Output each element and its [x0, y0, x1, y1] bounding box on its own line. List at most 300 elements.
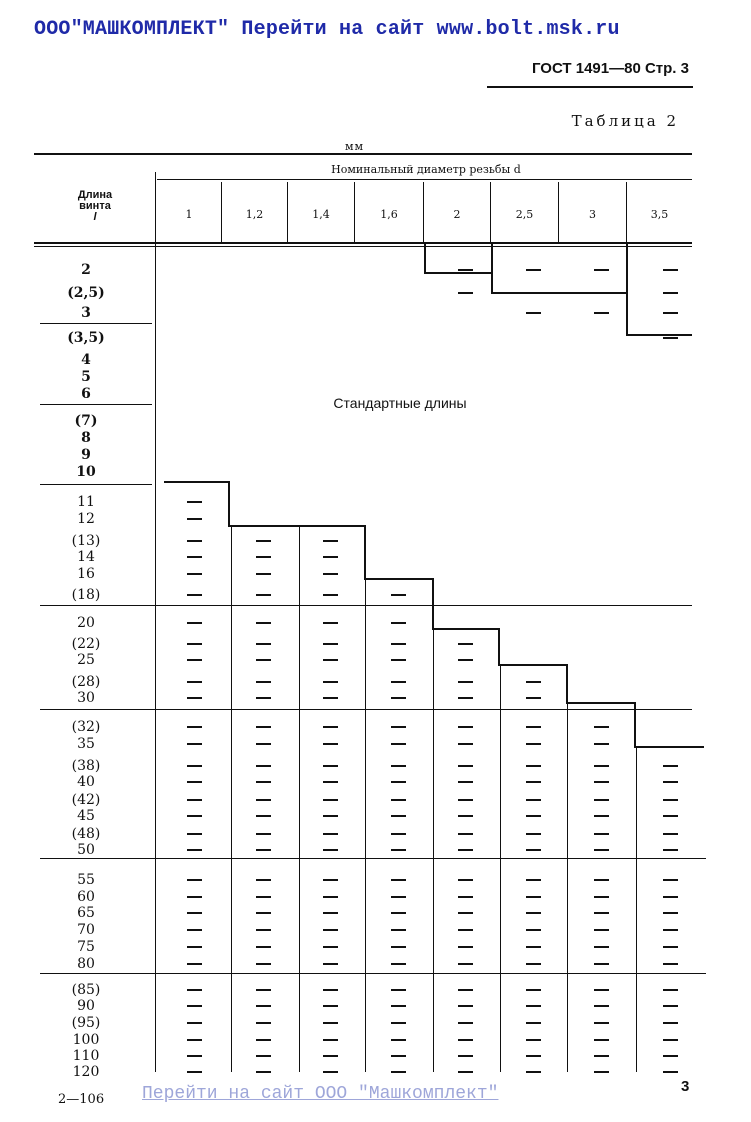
- availability-dash: [526, 989, 541, 991]
- length-label: 40: [77, 774, 95, 790]
- availability-dash: [187, 573, 202, 575]
- group-rule: [40, 973, 706, 974]
- length-label: 75: [77, 939, 95, 955]
- availability-dash: [323, 1071, 338, 1073]
- availability-dash: [458, 1005, 473, 1007]
- availability-dash: [323, 1022, 338, 1024]
- availability-dash: [323, 697, 338, 699]
- availability-dash: [663, 929, 678, 931]
- step-line: [228, 525, 366, 527]
- availability-dash: [391, 989, 406, 991]
- availability-dash: [663, 912, 678, 914]
- availability-dash: [187, 781, 202, 783]
- availability-dash: [594, 946, 609, 948]
- availability-dash: [458, 743, 473, 745]
- availability-dash: [256, 989, 271, 991]
- availability-dash: [594, 269, 609, 271]
- availability-dash: [323, 815, 338, 817]
- availability-dash: [323, 556, 338, 558]
- availability-dash: [323, 622, 338, 624]
- availability-dash: [323, 540, 338, 542]
- length-label: (48): [71, 826, 101, 842]
- availability-dash: [526, 1022, 541, 1024]
- availability-dash: [391, 1071, 406, 1073]
- diameter-header-cell: 1,2: [245, 208, 264, 221]
- availability-dash: [391, 849, 406, 851]
- availability-dash: [663, 312, 678, 314]
- availability-dash: [187, 989, 202, 991]
- step-line: [364, 578, 434, 580]
- availability-dash: [391, 681, 406, 683]
- availability-dash: [526, 681, 541, 683]
- length-label: 80: [77, 956, 95, 972]
- step-line: [626, 334, 692, 336]
- availability-dash: [458, 1055, 473, 1057]
- availability-dash: [256, 556, 271, 558]
- length-label: 3: [81, 305, 91, 321]
- availability-dash: [187, 815, 202, 817]
- column-divider: [500, 666, 501, 1072]
- availability-dash: [663, 1005, 678, 1007]
- availability-dash: [594, 849, 609, 851]
- availability-dash: [594, 765, 609, 767]
- availability-dash: [187, 1039, 202, 1041]
- length-header-line: винта: [79, 200, 111, 212]
- availability-dash: [391, 781, 406, 783]
- availability-dash: [391, 799, 406, 801]
- length-label: 8: [81, 430, 91, 446]
- availability-dash: [526, 312, 541, 314]
- availability-dash: [458, 1039, 473, 1041]
- availability-dash: [256, 765, 271, 767]
- availability-dash: [458, 799, 473, 801]
- length-label: 50: [77, 842, 95, 858]
- step-line: [424, 272, 491, 274]
- availability-dash: [458, 1071, 473, 1073]
- availability-dash: [256, 743, 271, 745]
- availability-dash: [458, 681, 473, 683]
- availability-dash: [391, 963, 406, 965]
- length-label: (95): [71, 1015, 101, 1031]
- length-label: (7): [74, 413, 98, 429]
- length-label: 55: [77, 872, 95, 888]
- availability-dash: [594, 292, 609, 294]
- availability-dash: [458, 643, 473, 645]
- length-label: 10: [76, 464, 96, 480]
- availability-dash: [187, 963, 202, 965]
- length-label: 20: [77, 615, 95, 631]
- availability-dash: [187, 643, 202, 645]
- availability-dash: [458, 697, 473, 699]
- length-label: (32): [71, 719, 101, 735]
- step-line: [498, 628, 500, 666]
- availability-dash: [594, 781, 609, 783]
- step-line: [432, 628, 500, 630]
- availability-dash: [594, 929, 609, 931]
- availability-dash: [663, 799, 678, 801]
- availability-dash: [187, 726, 202, 728]
- length-header-symbol: l: [93, 211, 97, 223]
- availability-dash: [323, 1039, 338, 1041]
- diameter-header-cell: 3,5: [650, 208, 669, 221]
- availability-dash: [187, 1022, 202, 1024]
- availability-dash: [256, 659, 271, 661]
- availability-dash: [187, 929, 202, 931]
- availability-dash: [187, 799, 202, 801]
- step-line: [626, 244, 628, 336]
- diameter-header-cell: 3: [589, 208, 596, 221]
- availability-dash: [391, 659, 406, 661]
- availability-dash: [187, 849, 202, 851]
- length-label: 9: [81, 447, 91, 463]
- step-line: [634, 702, 636, 748]
- availability-dash: [256, 1039, 271, 1041]
- column-divider: [636, 748, 637, 1072]
- availability-dash: [323, 743, 338, 745]
- availability-dash: [663, 1055, 678, 1057]
- availability-dash: [323, 643, 338, 645]
- availability-dash: [391, 765, 406, 767]
- group-rule: [40, 709, 692, 710]
- length-label: 12: [77, 511, 95, 527]
- step-line: [164, 481, 230, 483]
- length-label: (85): [71, 982, 101, 998]
- column-divider: [231, 527, 232, 1072]
- availability-dash: [391, 1022, 406, 1024]
- availability-dash: [526, 963, 541, 965]
- length-label: 100: [72, 1032, 100, 1048]
- availability-dash: [594, 799, 609, 801]
- step-line: [424, 244, 426, 274]
- length-label: (22): [71, 636, 101, 652]
- availability-dash: [458, 781, 473, 783]
- availability-dash: [458, 833, 473, 835]
- group-rule: [40, 605, 692, 606]
- availability-dash: [663, 781, 678, 783]
- availability-dash: [663, 1071, 678, 1073]
- availability-dash: [594, 312, 609, 314]
- length-label: 5: [81, 369, 91, 385]
- availability-dash: [323, 879, 338, 881]
- availability-dash: [323, 681, 338, 683]
- availability-dash: [594, 726, 609, 728]
- availability-dash: [663, 269, 678, 271]
- availability-dash: [391, 833, 406, 835]
- availability-dash: [526, 849, 541, 851]
- units-label: мм: [345, 140, 365, 153]
- availability-dash: [187, 501, 202, 503]
- table-caption: Таблица 2: [571, 112, 679, 130]
- availability-dash: [187, 622, 202, 624]
- diameter-header-cell: 1,4: [312, 208, 330, 221]
- diameter-title-rule: [157, 179, 692, 180]
- availability-dash: [323, 594, 338, 596]
- availability-dash: [458, 1022, 473, 1024]
- availability-dash: [323, 946, 338, 948]
- availability-dash: [256, 1022, 271, 1024]
- availability-dash: [526, 781, 541, 783]
- availability-dash: [187, 594, 202, 596]
- availability-dash: [526, 1055, 541, 1057]
- availability-dash: [663, 337, 678, 339]
- availability-dash: [594, 743, 609, 745]
- availability-dash: [323, 833, 338, 835]
- availability-dash: [323, 849, 338, 851]
- availability-dash: [256, 622, 271, 624]
- step-line: [364, 525, 366, 580]
- availability-dash: [256, 833, 271, 835]
- length-label: 110: [72, 1048, 100, 1064]
- availability-dash: [323, 573, 338, 575]
- footer-site-link[interactable]: Перейти на сайт ООО "Машкомплект": [142, 1084, 499, 1104]
- availability-dash: [526, 269, 541, 271]
- availability-dash: [323, 989, 338, 991]
- availability-dash: [323, 659, 338, 661]
- length-label: 70: [77, 922, 95, 938]
- availability-dash: [187, 1005, 202, 1007]
- availability-dash: [526, 879, 541, 881]
- availability-dash: [256, 849, 271, 851]
- availability-dash: [594, 989, 609, 991]
- availability-dash: [458, 946, 473, 948]
- availability-dash: [256, 896, 271, 898]
- availability-dash: [187, 765, 202, 767]
- availability-dash: [663, 946, 678, 948]
- availability-dash: [187, 1055, 202, 1057]
- availability-dash: [594, 1005, 609, 1007]
- availability-dash: [526, 799, 541, 801]
- availability-dash: [256, 573, 271, 575]
- step-line: [634, 746, 704, 748]
- availability-dash: [458, 765, 473, 767]
- availability-dash: [526, 697, 541, 699]
- header-bottom-rule-2: [34, 246, 692, 247]
- availability-dash: [256, 912, 271, 914]
- availability-dash: [663, 1022, 678, 1024]
- availability-dash: [256, 946, 271, 948]
- availability-dash: [526, 946, 541, 948]
- availability-dash: [256, 963, 271, 965]
- availability-dash: [391, 643, 406, 645]
- availability-dash: [391, 879, 406, 881]
- length-label: 60: [77, 889, 95, 905]
- page-code: 2—106: [58, 1092, 105, 1107]
- site-banner-link[interactable]: ООО"МАШКОМПЛЕКТ" Перейти на сайт www.bolt.msk.ru: [34, 18, 620, 41]
- availability-dash: [256, 540, 271, 542]
- length-label: 16: [77, 566, 95, 582]
- availability-dash: [594, 1055, 609, 1057]
- availability-dash: [187, 743, 202, 745]
- availability-dash: [256, 1055, 271, 1057]
- availability-dash: [526, 1005, 541, 1007]
- length-header-line: Длина: [77, 189, 113, 201]
- length-label: 11: [77, 494, 95, 510]
- page-number: 3: [681, 1078, 690, 1095]
- availability-dash: [458, 896, 473, 898]
- availability-dash: [663, 879, 678, 881]
- step-line: [432, 578, 434, 630]
- availability-dash: [663, 1039, 678, 1041]
- availability-dash: [187, 1071, 202, 1073]
- availability-dash: [526, 1039, 541, 1041]
- availability-dash: [323, 765, 338, 767]
- availability-dash: [594, 1071, 609, 1073]
- availability-dash: [256, 594, 271, 596]
- availability-dash: [391, 726, 406, 728]
- step-line: [498, 664, 568, 666]
- availability-dash: [458, 726, 473, 728]
- availability-dash: [187, 946, 202, 948]
- availability-dash: [391, 912, 406, 914]
- step-line: [566, 702, 636, 704]
- availability-dash: [187, 556, 202, 558]
- length-label: (38): [71, 758, 101, 774]
- availability-dash: [663, 292, 678, 294]
- availability-dash: [594, 912, 609, 914]
- availability-dash: [256, 1005, 271, 1007]
- availability-dash: [391, 594, 406, 596]
- availability-dash: [256, 799, 271, 801]
- availability-dash: [594, 879, 609, 881]
- length-label: 45: [77, 808, 95, 824]
- availability-dash: [323, 726, 338, 728]
- availability-dash: [526, 815, 541, 817]
- diameter-header-cell: 2: [453, 208, 461, 221]
- availability-dash: [391, 1039, 406, 1041]
- availability-dash: [526, 765, 541, 767]
- availability-dash: [256, 643, 271, 645]
- step-line: [228, 481, 230, 527]
- availability-dash: [323, 1005, 338, 1007]
- availability-dash: [458, 929, 473, 931]
- availability-dash: [594, 1039, 609, 1041]
- availability-dash: [458, 269, 473, 271]
- availability-dash: [594, 963, 609, 965]
- availability-dash: [391, 896, 406, 898]
- availability-dash: [187, 518, 202, 520]
- length-label: 4: [81, 352, 91, 368]
- availability-dash: [323, 963, 338, 965]
- availability-dash: [458, 912, 473, 914]
- availability-dash: [663, 896, 678, 898]
- length-label: (28): [71, 674, 101, 690]
- length-label: 2: [81, 262, 91, 278]
- availability-dash: [391, 697, 406, 699]
- table-top-rule: [34, 153, 692, 155]
- availability-dash: [391, 622, 406, 624]
- diameter-header-cell: 2,5: [515, 208, 534, 221]
- availability-dash: [594, 833, 609, 835]
- diameter-header: Номинальный диаметр резьбы d: [331, 163, 521, 176]
- availability-dash: [187, 540, 202, 542]
- availability-dash: [458, 659, 473, 661]
- availability-dash: [663, 849, 678, 851]
- step-line: [566, 664, 568, 704]
- availability-dash: [323, 781, 338, 783]
- availability-dash: [256, 929, 271, 931]
- availability-dash: [663, 833, 678, 835]
- availability-dash: [458, 879, 473, 881]
- availability-dash: [187, 697, 202, 699]
- column-divider: [365, 580, 366, 1072]
- availability-dash: [526, 726, 541, 728]
- availability-dash: [391, 815, 406, 817]
- availability-dash: [458, 989, 473, 991]
- length-label: 30: [77, 690, 95, 706]
- length-label: (42): [71, 792, 101, 808]
- availability-dash: [187, 879, 202, 881]
- availability-dash: [458, 849, 473, 851]
- length-label: 65: [77, 905, 95, 921]
- availability-dash: [256, 781, 271, 783]
- availability-dash: [256, 1071, 271, 1073]
- column-divider: [433, 630, 434, 1072]
- availability-dash: [256, 879, 271, 881]
- availability-dash: [256, 726, 271, 728]
- availability-dash: [526, 929, 541, 931]
- column-divider: [567, 704, 568, 1072]
- availability-dash: [526, 833, 541, 835]
- availability-dash: [526, 896, 541, 898]
- length-label: 35: [77, 736, 95, 752]
- length-label: (13): [71, 533, 101, 549]
- availability-dash: [663, 989, 678, 991]
- availability-dash: [391, 1005, 406, 1007]
- diameter-header-cell: 1,6: [380, 208, 398, 221]
- availability-dash: [256, 815, 271, 817]
- length-label: (18): [71, 587, 101, 603]
- group-rule: [40, 858, 706, 859]
- diameter-header-cell: 1: [185, 208, 193, 221]
- availability-dash: [526, 912, 541, 914]
- availability-dash: [458, 815, 473, 817]
- step-line: [491, 244, 493, 294]
- availability-dash: [187, 659, 202, 661]
- length-label: (3,5): [67, 330, 105, 346]
- length-label: 120: [72, 1064, 100, 1080]
- availability-dash: [526, 1071, 541, 1073]
- availability-dash: [187, 833, 202, 835]
- length-label: 14: [77, 549, 95, 565]
- availability-dash: [663, 765, 678, 767]
- availability-dash: [391, 743, 406, 745]
- availability-dash: [458, 292, 473, 294]
- availability-dash: [323, 799, 338, 801]
- availability-dash: [323, 896, 338, 898]
- length-label: (2,5): [67, 285, 105, 301]
- availability-dash: [391, 946, 406, 948]
- availability-dash: [526, 292, 541, 294]
- availability-dash: [187, 681, 202, 683]
- column-divider: [299, 527, 300, 1072]
- availability-dash: [256, 681, 271, 683]
- availability-dash: [323, 929, 338, 931]
- header-rule: [487, 86, 693, 88]
- standard-header: ГОСТ 1491—80 Стр. 3: [531, 60, 689, 77]
- availability-dash: [256, 697, 271, 699]
- availability-dash: [594, 815, 609, 817]
- availability-dash: [323, 912, 338, 914]
- availability-dash: [187, 896, 202, 898]
- availability-dash: [458, 963, 473, 965]
- availability-dash: [663, 815, 678, 817]
- availability-dash: [663, 963, 678, 965]
- availability-dash: [526, 743, 541, 745]
- length-column-divider: [155, 172, 156, 1072]
- availability-dash: [187, 912, 202, 914]
- length-label: 25: [77, 652, 95, 668]
- header-bottom-rule-1: [34, 242, 692, 244]
